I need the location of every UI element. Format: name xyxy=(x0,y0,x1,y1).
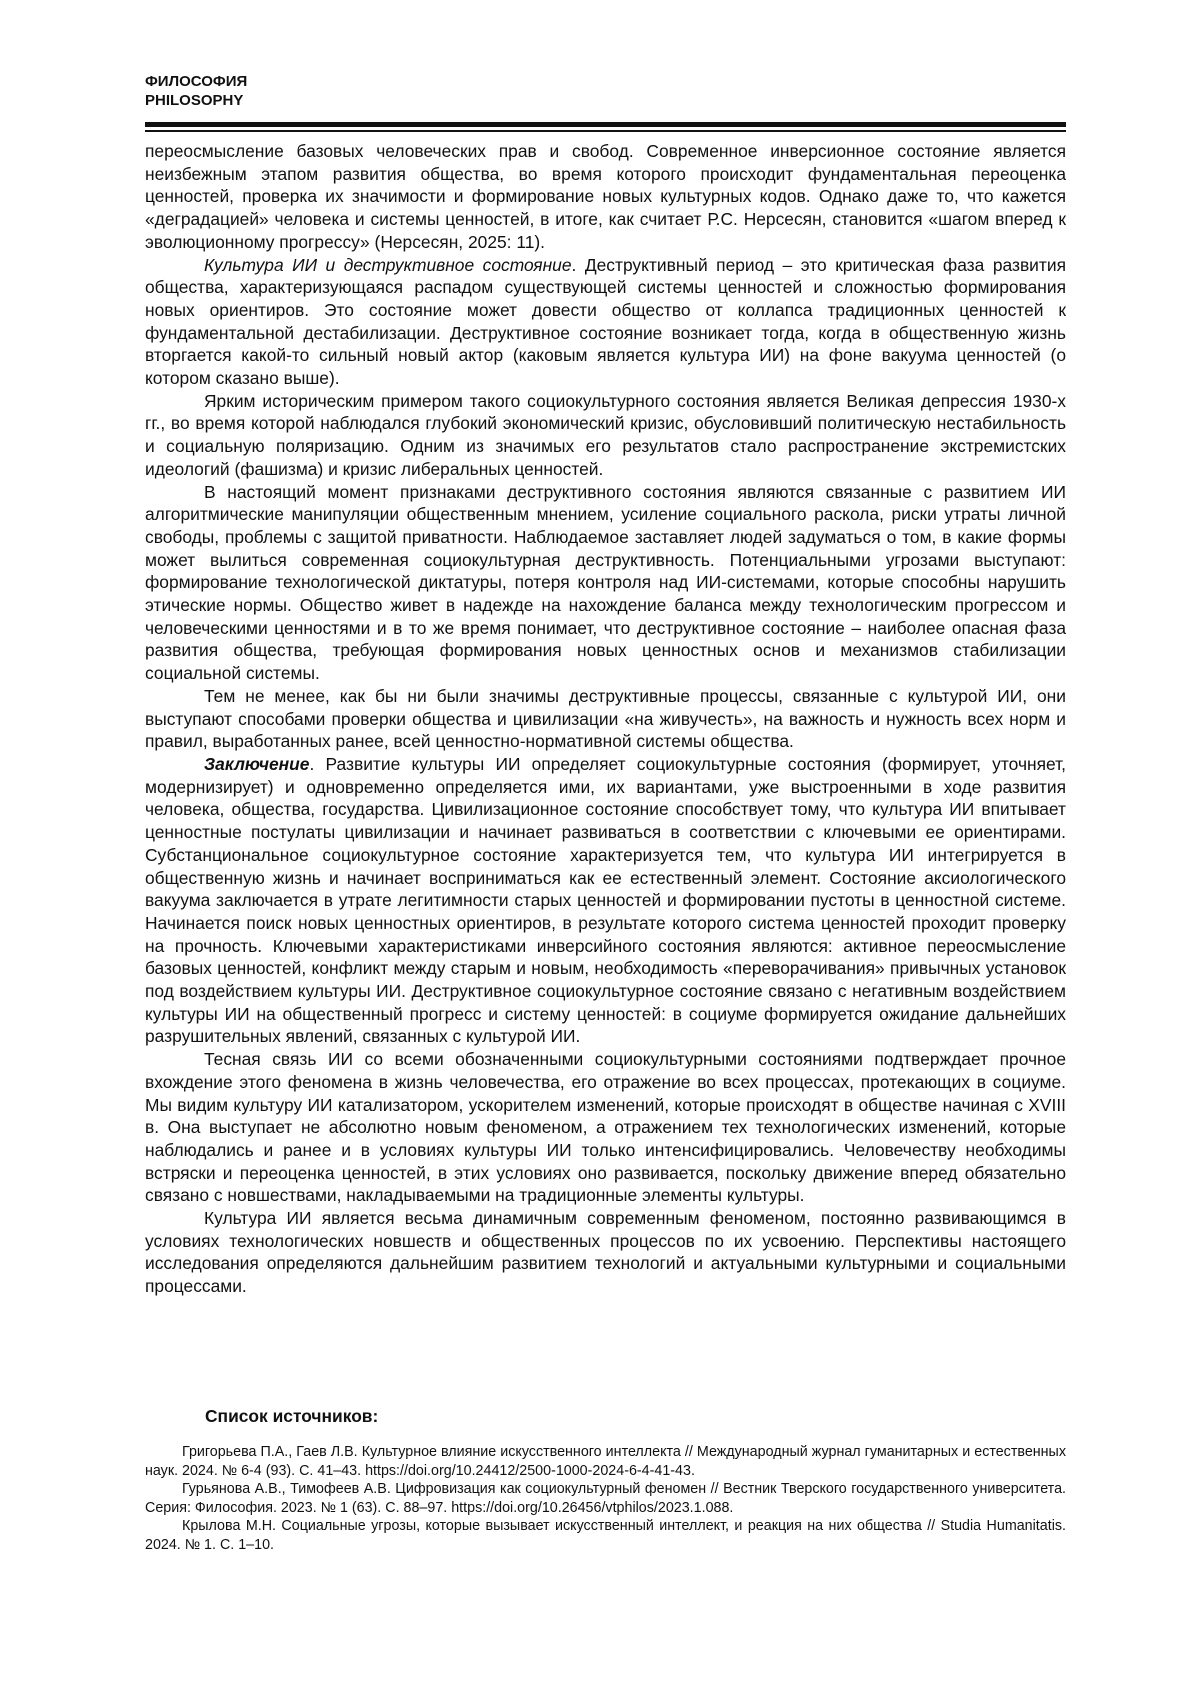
reference-item: Крылова М.Н. Социальные угрозы, которые вызывает искусственный интеллект, и реакция на них общества // Studia Humanitatis. 2024. № 1. С. 1–10. xyxy=(145,1518,1066,1553)
paragraph-6 xyxy=(145,753,1066,1048)
paragraph-2-text: . Деструктивный период – это критическая фаза развития общества, характеризующаяся распадом существующей системы ценностей и сложностью формирования новых ориентиров. Это состояние может довести общество от коллапса традиционных ценностей к фундаментальной дестабилизации. Деструктивное состояние возникает тогда, когда в общественную жизнь вторгается какой-то сильный новый актор (каковым является культура ИИ) на фоне вакуума ценностей (о котором сказано выше). xyxy=(145,254,1066,389)
header-rule-thin xyxy=(145,130,1066,132)
conclusion-heading: Заключение xyxy=(204,753,310,774)
paragraph-2 xyxy=(145,254,1066,390)
paragraph-4: В настоящий момент признаками деструктивного состояния являются связанные с развитием ИИ алгоритмические манипуляции общественным мнением, усиление социального раскола, риски утраты личной свободы, проблемы с защитой приватности. Наблюдаемое заставляет людей задуматься о том, в какие формы может вылиться современная социокультурная деструктивность. Потенциальными угрозами выступают: формирование технологической диктатуры, потеря контроля над ИИ-системами, которые способны нарушить этические нормы. Общество живет в надежде на нахождение баланса между технологическим прогрессом и человеческими ценностями и в то же время понимает, что деструктивное состояние – наиболее опасная фаза развития общества, требующая формирования новых ценностных основ и механизмов стабилизации социальной системы. xyxy=(145,481,1066,684)
article-body xyxy=(145,140,1066,1298)
paragraph-1: переосмысление базовых человеческих прав и свобод. Современное инверсионное состояние является неизбежным этапом развития общества, во время которого происходит фундаментальная переоценка ценностей, проверка их значимости и формирование новых культурных кодов. Однако даже то, что кажется «деградацией» человека и системы ценностей, в итоге, как считает Р.С. Нерсесян, становится «шагом вперед к эволюционному прогрессу» (Нерсесян, 2025: 11). xyxy=(145,141,1066,252)
references-list xyxy=(145,1443,1066,1554)
reference-item: Гурьянова А.В., Тимофеев А.В. Цифровизация как социокультурный феномен // Вестник Тверского государственного университета. Серия: Философия. 2023. № 1 (63). С. 88–97. https://doi.org/10.26456/vtphilos/2023.1.088. xyxy=(145,1481,1066,1516)
running-head xyxy=(145,72,247,110)
section-title-en: PHILOSOPHY xyxy=(145,92,244,109)
paragraph-8: Культура ИИ является весьма динамичным современным феноменом, постоянно развивающимся в условиях технологических новшеств и общественных процессов по их усвоению. Перспективы настоящего исследования определяются дальнейшим развитием технологий и актуальными культурными и социальными процессами. xyxy=(145,1208,1066,1297)
subsection-heading-destructive: Культура ИИ и деструктивное состояние xyxy=(204,254,572,275)
paragraph-3: Ярким историческим примером такого социокультурного состояния является Великая депрессия 1930-х гг., во время которой наблюдался глубокий экономический кризис, обусловивший политическую нестабильность и социальную поляризацию. Одним из значимых его результатов стало распространение экстремистских идеологий (фашизма) и кризис либеральных ценностей. xyxy=(145,390,1066,479)
header-rule-thick xyxy=(145,122,1066,127)
references-title: Список источников: xyxy=(205,1406,379,1426)
paragraph-5: Тем не менее, как бы ни были значимы деструктивные процессы, связанные с культурой ИИ, они выступают способами проверки общества и цивилизации «на живучесть», на важность и нужность всех норм и правил, выработанных ранее, всей ценностно-нормативной системы общества. xyxy=(145,685,1066,752)
paragraph-6-text: . Развитие культуры ИИ определяет социокультурные состояния (формирует, уточняет, модернизирует) и одновременно определяется ими, их вариантами, уже выстроенными в ходе развития человека, общества, государства. Цивилизационное состояние способствует тому, что культура ИИ впитывает ценностные постулаты цивилизации и начинает развиваться в соответствии с ключевыми ее ориентирами. Субстанциональное социокультурное состояние характеризуется тем, что культура ИИ интегрируется в общественную жизнь и начинает восприниматься как ее естественный элемент. Состояние аксиологического вакуума заключается в утрате легитимности старых ценностей и формировании пустоты в ценностной системе. Начинается поиск новых ценностных ориентиров, в результате которого система ценностей проходит проверку на прочность. Ключевыми характеристиками инверсийного состояния являются: активное переосмысление базовых ценностей, конфликт между старым и новым, необходимость «переворачивания» привычных установок под воздействием культуры ИИ. Деструктивное социокультурное состояние связано с негативным воздействием культуры ИИ на общественный прогресс и систему ценностей: в социуме формируется ожидание дальнейших разрушительных явлений, связанных с культурой ИИ. xyxy=(145,753,1066,1047)
paragraph-7: Тесная связь ИИ со всеми обозначенными социокультурными состояниями подтверждает прочное вхождение этого феномена в жизнь человечества, его отражение во всех процессах, протекающих в социуме. Мы видим культуру ИИ катализатором, ускорителем изменений, которые происходят в обществе начиная с XVIII в. Она выступает не абсолютно новым феноменом, а отражением тех технологических изменений, которые наблюдались и ранее и в условиях культуры ИИ только интенсифицировались. Человечеству необходимы встряски и переоценка ценностей, в этих условиях оно развивается, поскольку движение вперед обязательно связано с новшествами, накладываемыми на традиционные элементы культуры. xyxy=(145,1049,1066,1206)
section-title-ru: ФИЛОСОФИЯ xyxy=(145,73,248,90)
reference-item: Григорьева П.А., Гаев Л.В. Культурное влияние искусственного интеллекта // Международный журнал гуманитарных и естественных наук. 2024. № 6-4 (93). С. 41–43. https://doi.org/10.24412/2500-1000-2024-6-4-41-43. xyxy=(145,1444,1066,1479)
